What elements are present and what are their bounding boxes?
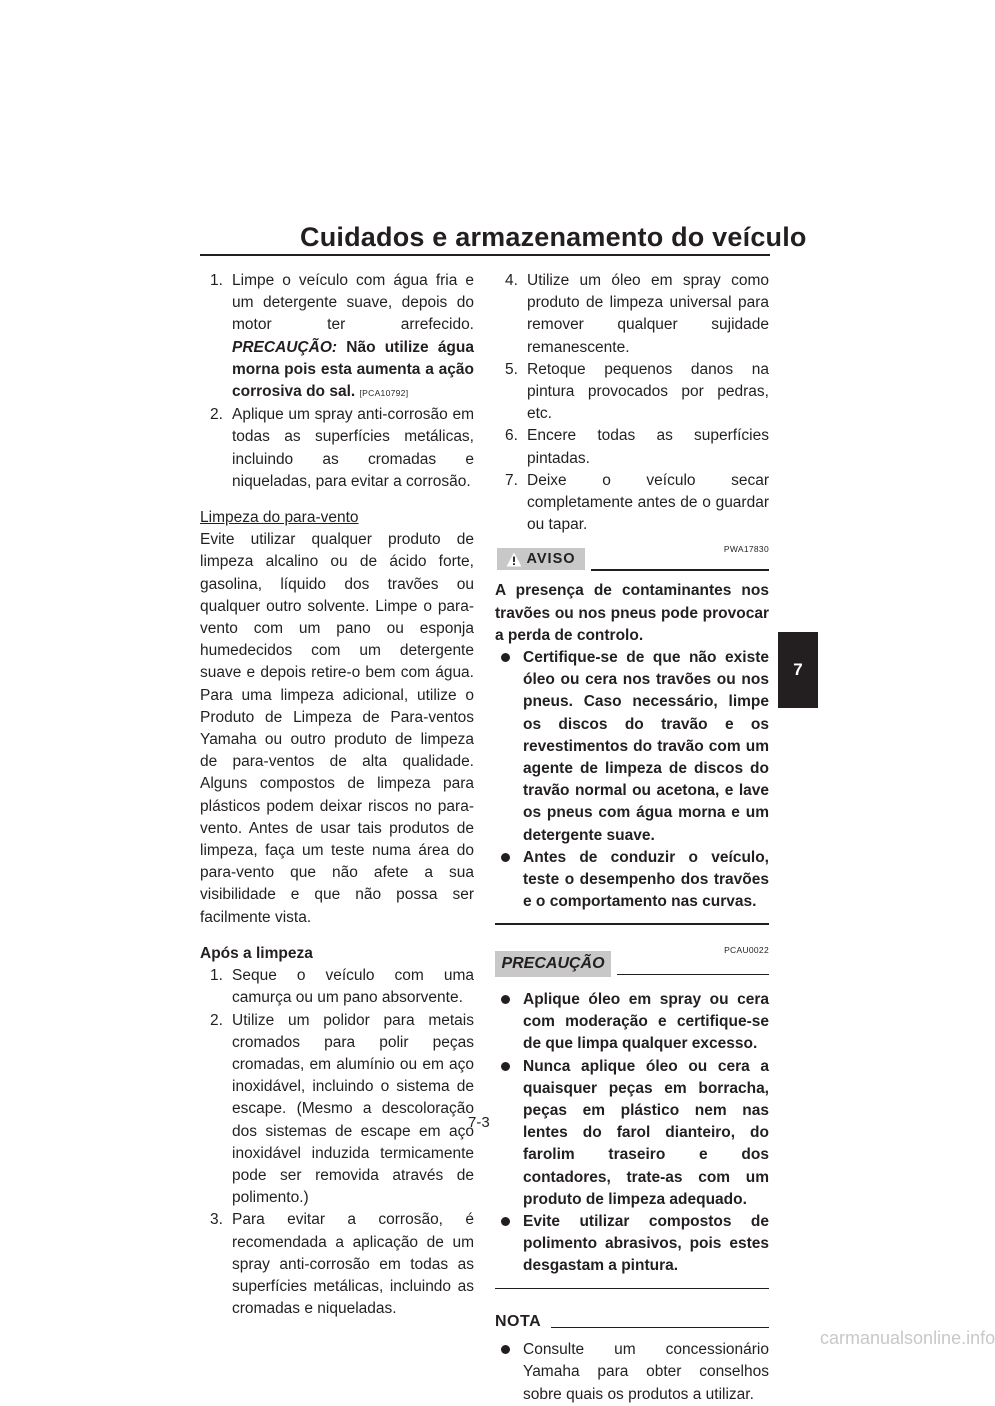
step-text: Limpe o veículo com água fria e um detergente suave, depois do motor ter arrefecido. — [232, 272, 474, 334]
caution-badge: PRECAUÇÃO — [495, 951, 611, 977]
list-item — [495, 270, 769, 359]
step-text: Utilize um polidor para metais cromados para polir peças cromadas, em alumínio ou em aço inoxidável, incluindo o sistema de escape. (Mesmo a descoloração dos sistemas de escape em aço inoxidável induzida termicamente pode ser removida através de polimento.) — [232, 1011, 474, 1207]
note-bullets — [495, 1339, 769, 1406]
cleaning-steps-continued-list — [495, 270, 769, 536]
list-item — [200, 1209, 474, 1320]
caution-bullets — [495, 989, 769, 1278]
list-item — [200, 270, 474, 404]
step-text: Deixe o veículo secar completamente antes de o guardar ou tapar. — [527, 471, 769, 534]
list-item — [200, 404, 474, 493]
bullet-icon — [501, 1062, 510, 1071]
caution-inline-label: PRECAUÇÃO: — [232, 338, 338, 356]
warning-end-rule — [495, 923, 769, 925]
chapter-tab: 7 — [778, 632, 818, 708]
bullet-text: Antes de conduzir o veículo, teste o desempenho dos travões e o comportamento nas curvas. — [523, 848, 769, 911]
warning-badge — [497, 548, 585, 570]
step-text: Aplique um spray anti-corrosão em todas as superfícies metálicas, incluindo as cromadas e niqueladas, para evitar a corrosão. — [232, 406, 474, 490]
bullet-icon — [501, 1345, 510, 1354]
list-item — [200, 1010, 474, 1210]
list-item — [495, 847, 769, 914]
bullet-icon — [501, 853, 510, 862]
warning-label: AVISO — [526, 551, 576, 568]
bullet-icon — [501, 995, 510, 1004]
warning-triangle-icon — [506, 552, 522, 567]
list-item — [495, 989, 769, 1056]
warning-bullets — [495, 647, 769, 913]
bullet-text: Consulte um concessionário Yamaha para obter conselhos sobre quais os produtos a utilizar. — [523, 1341, 769, 1403]
list-item — [495, 1339, 769, 1406]
caution-code: [PCA10792] — [359, 388, 409, 399]
list-item — [495, 425, 769, 469]
title-rule — [200, 254, 770, 256]
caution-inline-text: Não utilize água morna pois esta aumenta a ação corrosiva do sal. — [232, 338, 474, 401]
note-header-rule — [551, 1327, 769, 1328]
step-number: 4. — [505, 272, 518, 289]
bullet-text: Nunca aplique óleo ou cera a quaisquer peças em borracha, peças em plástico nem nas lentes do farol dianteiro, do farolim traseiro e dos contadores, trate-as com um produto de limpeza adequado. — [523, 1057, 769, 1208]
list-item — [495, 1056, 769, 1211]
step-text: Retoque pequenos danos na pintura provocados por pedras, etc. — [527, 360, 769, 423]
caution-code: PCAU0022 — [724, 944, 769, 955]
after-cleaning-steps-list — [200, 965, 474, 1320]
windshield-heading: Limpeza do para-vento — [200, 509, 359, 527]
step-text: Utilize um óleo em spray como produto de limpeza universal para remover qualquer sujidade remanescente. — [527, 272, 769, 356]
caution-end-rule — [495, 1288, 769, 1290]
bullet-text: Aplique óleo em spray ou cera com moderação e certifique-se de que limpa qualquer excesso. — [523, 990, 769, 1053]
list-item — [200, 965, 474, 1009]
step-text: Seque o veículo com uma camurça ou um pano absorvente. — [232, 967, 474, 1007]
bullet-text: Evite utilizar compostos de polimento abrasivos, pois estes desgastam a pintura. — [523, 1213, 769, 1275]
left-column — [200, 270, 474, 1320]
list-item — [495, 470, 769, 537]
step-number: 1. — [210, 272, 223, 289]
step-number: 2. — [210, 406, 223, 424]
warning-code: PWA17830 — [723, 544, 769, 555]
step-number: 6. — [505, 427, 518, 445]
step-number: 5. — [505, 360, 518, 378]
list-item — [495, 359, 769, 426]
bullet-text: Certifique-se de que não existe óleo ou cera nos travões ou nos pneus. Caso necessário, limpe os discos do travão e os revestimentos do travão com um agente de limpeza de discos do travão normal ou acetona, e lave os pneus com água morna e um detergente suave. — [523, 649, 769, 844]
bullet-icon — [501, 653, 510, 662]
warning-header-rule — [591, 569, 769, 571]
list-item — [495, 647, 769, 847]
step-text: Para evitar a corrosão, é recomendada a aplicação de um spray anti-corrosão em todas as superfícies metálicas, incluindo as cromadas e niqueladas. — [232, 1211, 474, 1318]
warning-intro: A presença de contaminantes nos travões ou nos pneus pode provocar a perda de controlo. — [495, 582, 769, 644]
step-number: 1. — [210, 967, 223, 985]
bullet-icon — [501, 1217, 510, 1226]
step-number: 3. — [210, 1211, 223, 1229]
caution-header — [495, 939, 769, 979]
note-label: NOTA — [495, 1313, 542, 1331]
cleaning-steps-list — [200, 270, 474, 493]
list-item — [495, 1211, 769, 1278]
right-column — [495, 270, 769, 1406]
step-text: Encere todas as superfícies pintadas. — [527, 427, 769, 467]
step-number: 2. — [210, 1011, 223, 1029]
warning-header — [495, 538, 769, 572]
footer-watermark: carmanualsonline.info — [820, 1328, 995, 1348]
windshield-paragraph: Evite utilizar qualquer produto de limpeza alcalino ou de ácido forte, gasolina, líquido dos travões ou qualquer outro solvente. Limpe o para-vento com um pano ou esponja humedecidos com um detergente suave e depois retire-o bem com água. Para uma limpeza adicional, utilize o Produto de Limpeza de Para-ventos Yamaha ou outro produto de limpeza de para-ventos de alta qualidade. Alguns compostos de limpeza para plásticos podem deixar riscos no para-vento. Antes de usar tais produtos de limpeza, faça um teste numa área do para-vento que não afete a sua visibilidade e que não possa ser facilmente vista. — [200, 531, 474, 926]
caution-header-rule — [617, 974, 769, 976]
after-cleaning-heading: Após a limpeza — [200, 944, 313, 962]
page-title: Cuidados e armazenamento do veículo — [300, 222, 807, 252]
page-number: 7-3 — [468, 1114, 490, 1131]
note-header — [495, 1305, 769, 1335]
step-number: 7. — [505, 471, 518, 489]
